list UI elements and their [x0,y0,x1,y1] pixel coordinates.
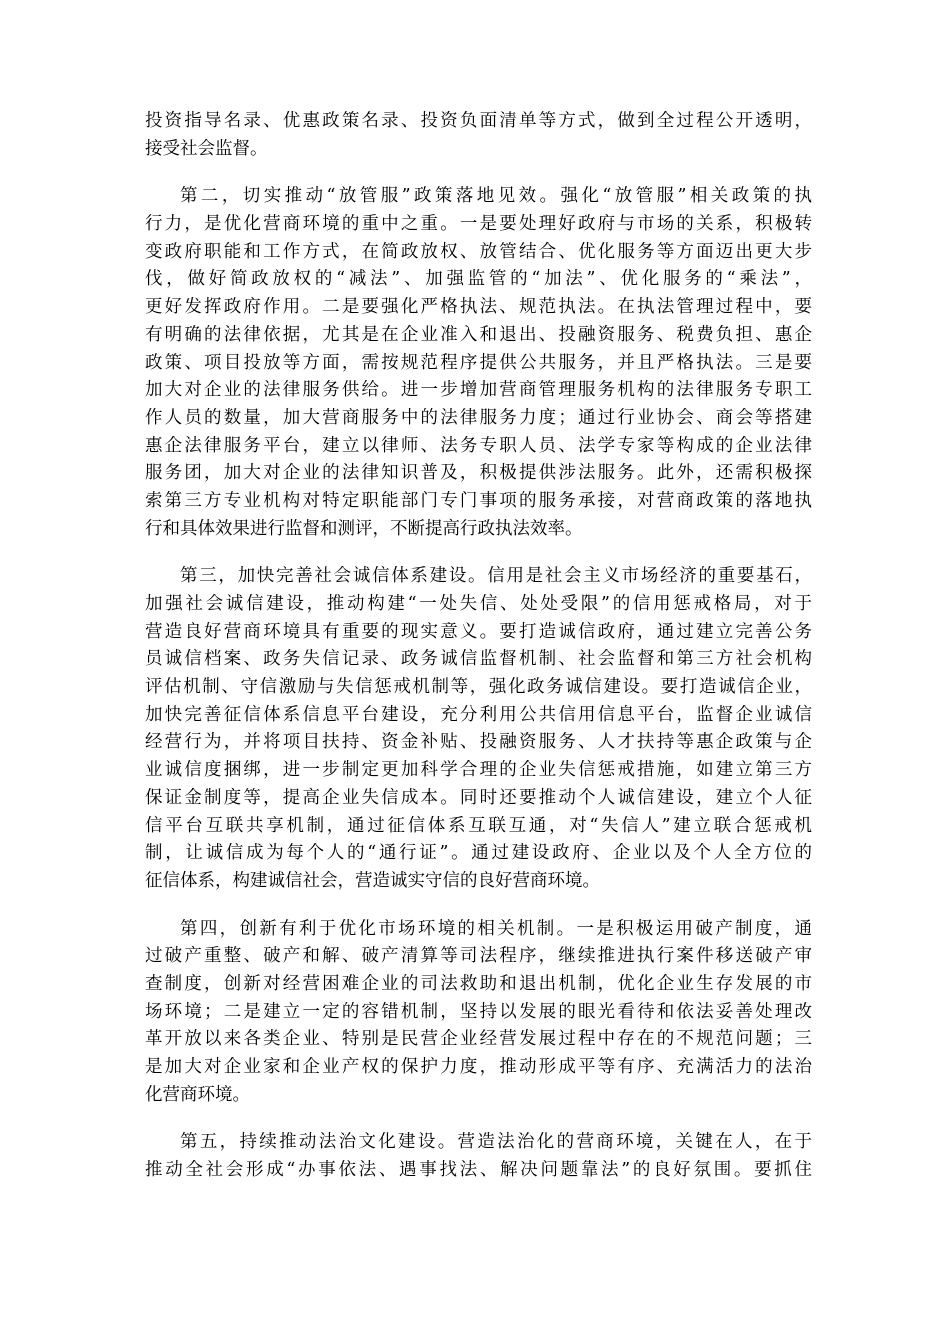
text-line: 行力，是优化营商环境的重中之重。一是要处理好政府与市场的关系，积极转 [145,214,812,235]
paragraph-third [145,563,812,895]
text-line: 投资指导名录、优惠政策名录、投资负面清单等方式，做到全过程公开透明， [145,111,812,131]
paragraph-second [145,183,812,543]
document-body [145,108,812,1205]
text-line: 评估机制、守信激励与失信惩戒机制等，强化政务诚信建设。要打造诚信企业， [145,677,812,698]
paragraph-fourth [145,916,812,1110]
text-line: 加快完善征信体系信息平台建设，充分利用公共信用信息平台，监督企业诚信 [145,704,812,725]
text-line: 化营商环境。 [145,1084,250,1105]
text-line: 索第三方专业机构对特定职能部门专门事项的服务承接，对营商政策的落地执 [145,490,812,511]
text-line: 政策、项目投放等方面，需按规范程序提供公共服务，并且严格执法。三是要 [145,352,812,373]
text-line: 营造良好营商环境具有重要的现实意义。要打造诚信政府，通过建立完善公务 [145,621,812,642]
text-line: 第五，持续推动法治文化建设。营造法治化的营商环境，关键在人，在于 [180,1132,812,1153]
text-line: 信平台互联共享机制，通过征信体系互联互通，对“失信人”建立联合惩戒机 [145,815,812,836]
paragraph-intro [145,108,812,163]
text-line: 征信体系，构建诚信社会，营造诚实守信的良好营商环境。 [145,870,600,891]
text-line: 场环境；二是建立一定的容错机制，坚持以发展的眼光看待和依法妥善处理改 [145,1001,812,1022]
text-line: 惠企法律服务平台，建立以律师、法务专职人员、法学专家等构成的企业法律 [145,435,812,456]
text-line: 更好发挥政府作用。二是要强化严格执法、规范执法。在执法管理过程中，要 [145,297,812,318]
text-line: 经营行为，并将项目扶持、资金补贴、投融资服务、人才扶持等惠企政策与企 [145,732,812,753]
text-line: 服务团，加大对企业的法律知识普及，积极提供涉法服务。此外，还需积极探 [145,463,812,484]
paragraph-fifth [145,1129,812,1184]
text-line: 加大对企业的法律服务供给。进一步增加营商管理服务机构的法律服务专职工 [145,380,812,401]
text-line: 接受社会监督。 [145,138,268,159]
text-line: 制，让诚信成为每个人的“通行证”。通过建设政府、企业以及个人全方位的 [145,843,812,864]
text-line: 查制度，创新对经营困难企业的司法救助和退出机制，优化企业生存发展的市 [145,973,812,994]
text-line: 第二，切实推动“放管服”政策落地见效。强化“放管服”相关政策的执 [180,186,812,207]
text-line: 第三，加快完善社会诚信体系建设。信用是社会主义市场经济的重要基石， [180,566,812,587]
text-line: 伐，做好简政放权的“减法”、加强监管的“加法”、优化服务的“乘法”， [145,269,812,290]
text-line: 变政府职能和工作方式，在简政放权、放管结合、优化服务等方面迈出更大步 [145,241,812,262]
text-line: 有明确的法律依据，尤其是在企业准入和退出、投融资服务、税费负担、惠企 [145,324,812,345]
text-line: 革开放以来各类企业、特别是民营企业经营发展过程中存在的不规范问题；三 [145,1029,812,1050]
text-line: 业诚信度捆绑，进一步制定更加科学合理的企业失信惩戒措施，如建立第三方 [145,760,812,781]
text-line: 第四，创新有利于优化市场环境的相关机制。一是积极运用破产制度，通 [180,918,812,939]
text-line: 行和具体效果进行监督和测评，不断提高行政执法效率。 [145,518,583,539]
text-line: 推动全社会形成“办事依法、遇事找法、解决问题靠法”的良好氛围。要抓住 [145,1160,812,1181]
text-line: 是加大对企业家和企业产权的保护力度，推动形成平等有序、充满活力的法治 [145,1057,812,1077]
text-line: 加强社会诚信建设，推动构建“一处失信、处处受限”的信用惩戒格局，对于 [145,594,812,614]
text-line: 保证金制度等，提高企业失信成本。同时还要推动个人诚信建设，建立个人征 [145,787,812,808]
text-line: 过破产重整、破产和解、破产清算等司法程序，继续推进执行案件移送破产审 [145,946,812,967]
text-line: 作人员的数量，加大营商服务中的法律服务力度；通过行业协会、商会等搭建 [145,407,812,428]
text-line: 员诚信档案、政务失信记录、政务诚信监督机制、社会监督和第三方社会机构 [145,649,812,670]
